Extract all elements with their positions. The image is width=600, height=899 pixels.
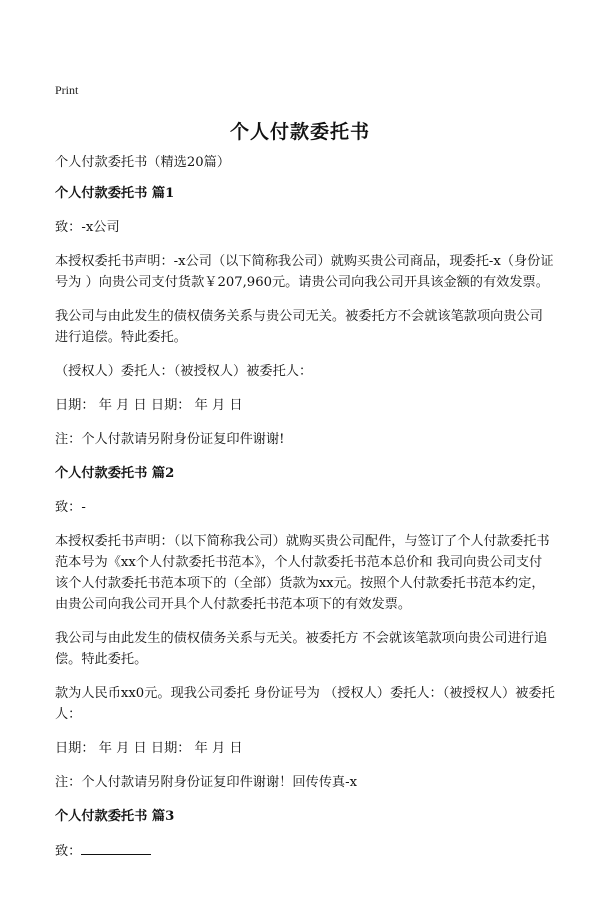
body-paragraph: 本授权委托书声明：-x公司（以下简称我公司）就购买贵公司商品，现委托-x（身份证号为 ）向贵公司支付货款￥207,960元。请贵公司向我公司开具该金额的有效发票。 [55, 254, 554, 290]
date-line: 日期： 年 月 日 日期： 年 月 日 [55, 398, 243, 413]
date-line: 日期： 年 月 日 日期： 年 月 日 [55, 741, 243, 756]
addressee-line: 致：- [55, 500, 86, 515]
page-title: 个人付款委托书 [229, 121, 370, 143]
addressee-line: 致：-x公司 [55, 220, 120, 235]
fill-in-blank [81, 840, 151, 855]
section-heading: 个人付款委托书 篇3 [55, 809, 175, 824]
note-line: 注：个人付款请另附身份证复印件谢谢！回传传真-x [55, 775, 358, 790]
document-body [55, 152, 555, 875]
section-heading: 个人付款委托书 篇1 [55, 186, 175, 201]
body-paragraph: 本授权委托书声明：（以下简称我公司）就购买贵公司配件，与签订了个人付款委托书范本号为《xx个人付款委托书范本》，个人付款委托书范本总价和 我司向贵公司支付该个人付款委托书范本项下的（全部）货款为xx元。按照个人付款委托书范本约定，由贵公司向我公司开具个人付款委托书范本项下的有效发票。 [55, 534, 550, 612]
addressee-line [55, 840, 555, 862]
print-label: Print [55, 83, 79, 97]
section-heading: 个人付款委托书 篇2 [55, 466, 175, 481]
document-subtitle: 个人付款委托书（精选20篇） [55, 155, 231, 170]
body-paragraph: 款为人民币xx0元。现我公司委托 身份证号为 （授权人）委托人：（被授权人）被委托人： [55, 686, 555, 722]
body-paragraph: 我公司与由此发生的债权债务关系与贵公司无关。被委托方不会就该笔款项向贵公司进行追偿。特此委托。 [55, 309, 543, 345]
body-paragraph: 我公司与由此发生的债权债务关系与无关。被委托方 不会就该笔款项向贵公司进行追偿。特此委托。 [55, 631, 548, 667]
note-line: 注：个人付款请另附身份证复印件谢谢! [55, 432, 285, 447]
addressee-label: 致： [55, 844, 82, 859]
signature-line: （授权人）委托人：（被授权人）被委托人： [55, 364, 313, 379]
